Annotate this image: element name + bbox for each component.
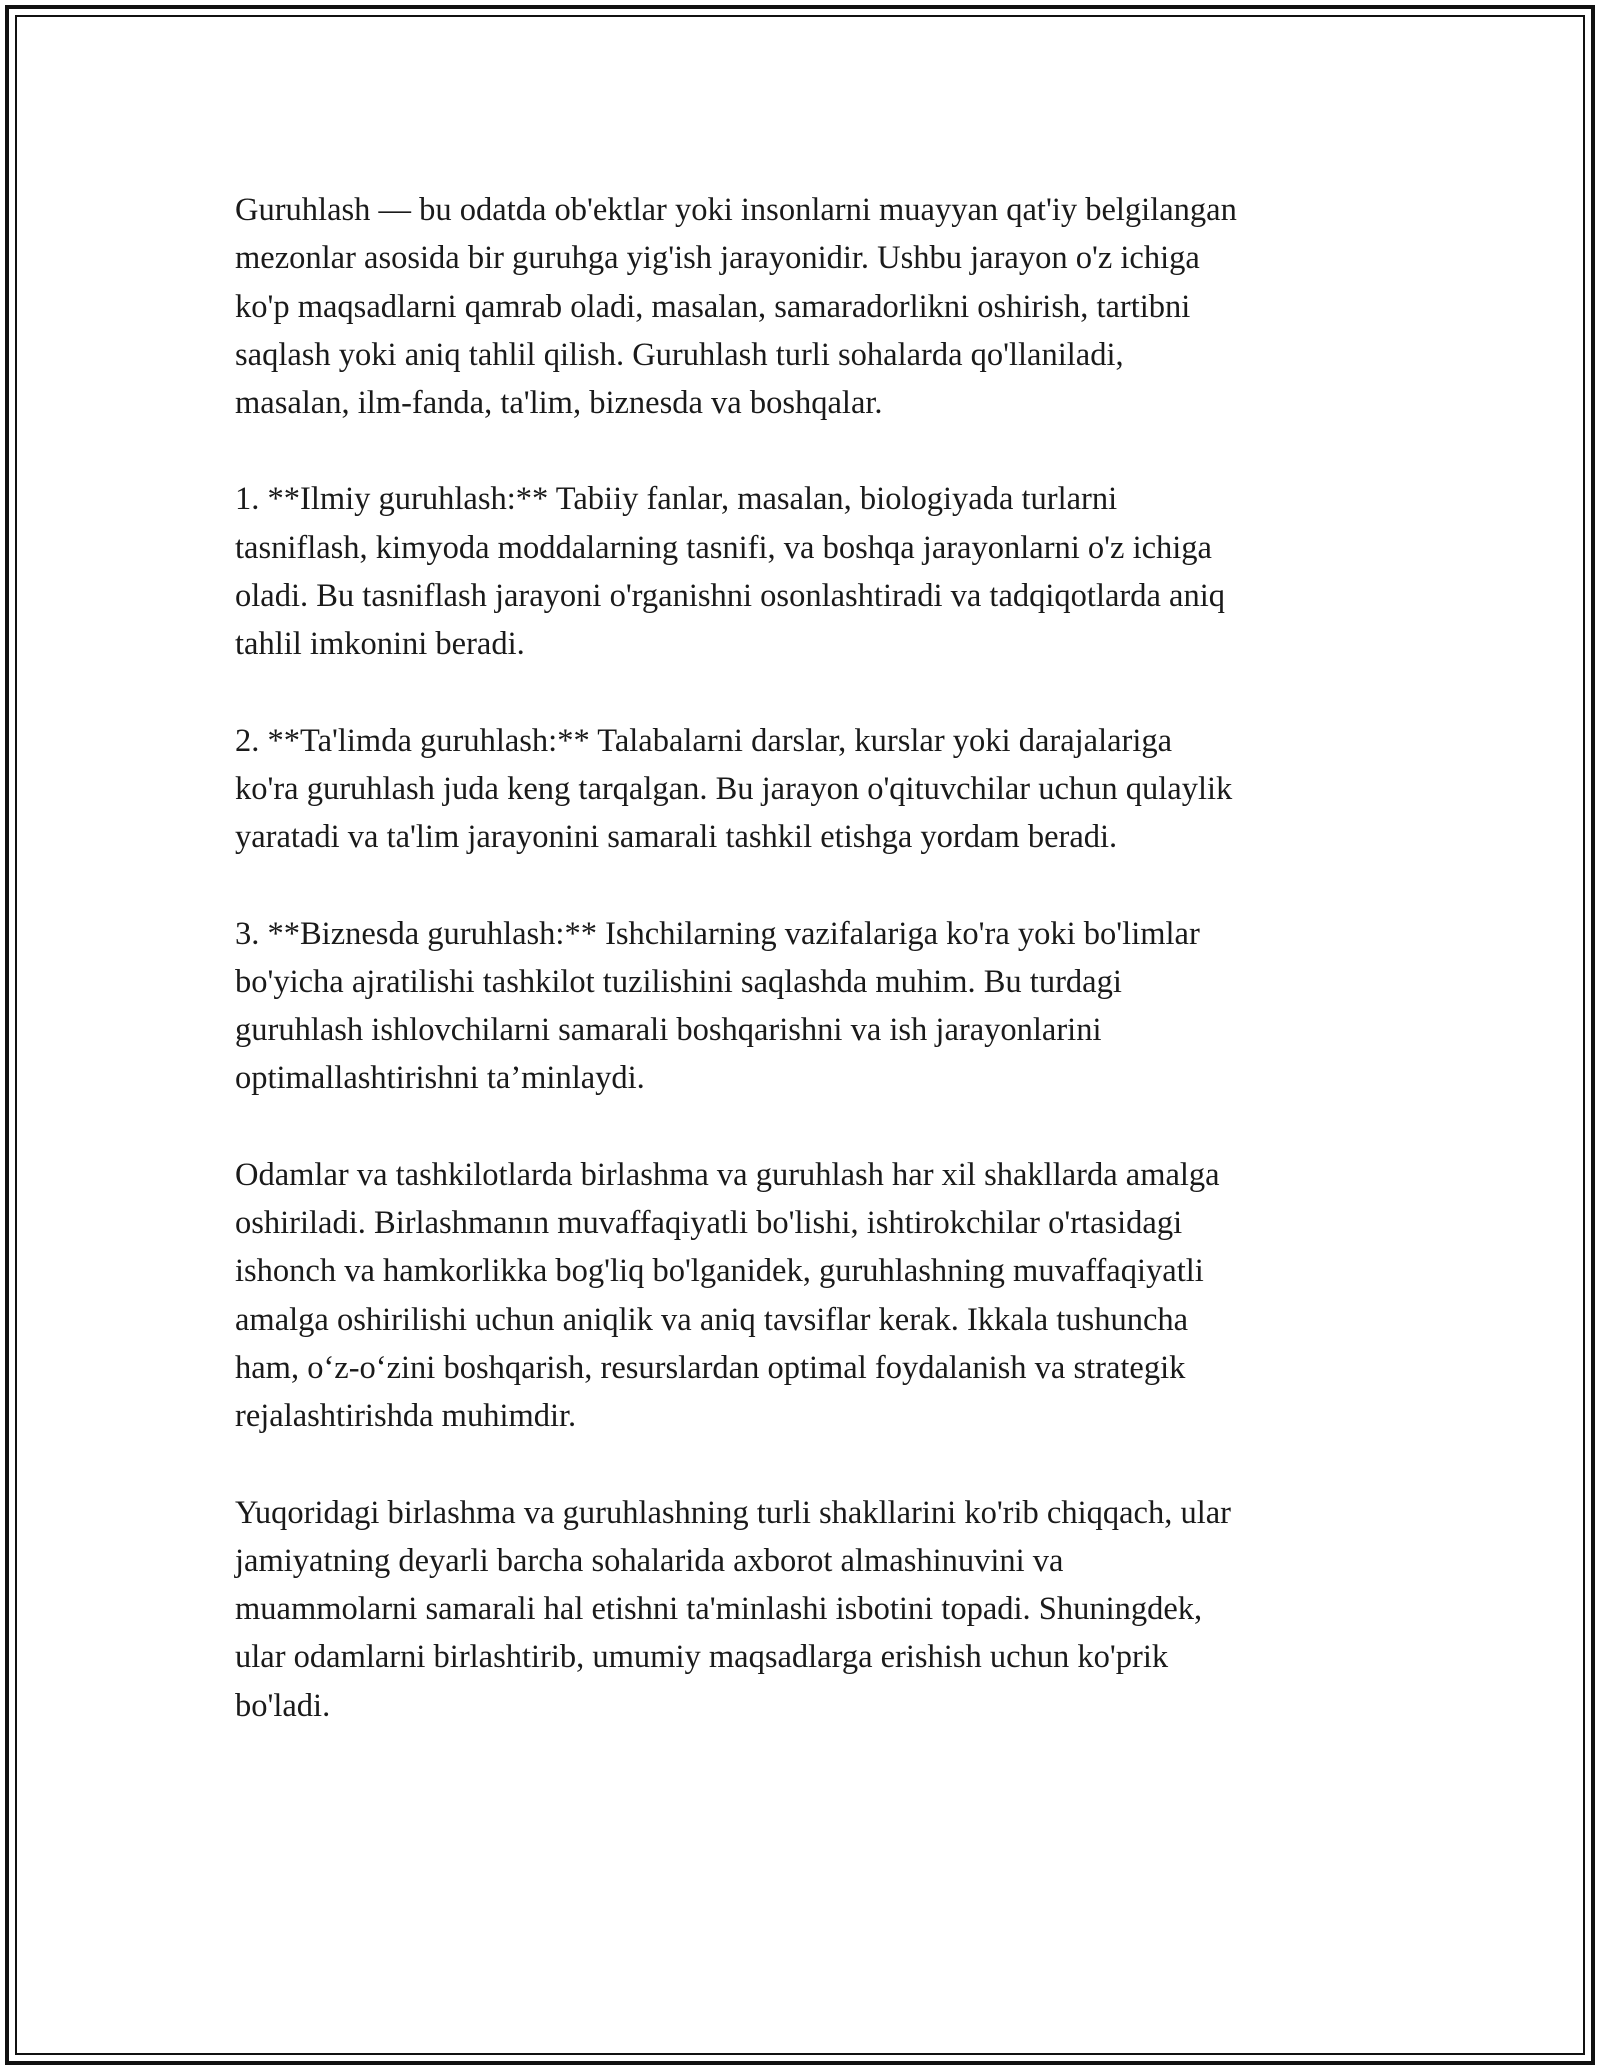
paragraph-scientific-grouping: 1. **Ilmiy guruhlash:** Tabiiy fanlar, masalan, biologiyada turlarni tasniflash, kimyoda moddalarning tasnifi, va boshqa jarayonlarni o'z ichiga oladi. Bu tasniflash jarayoni o'rganishni osonlashtiradi va tadqiqotlarda aniq tahlil imkonini beradi.: [235, 481, 1225, 663]
paragraph-education-grouping: 2. **Ta'limda guruhlash:** Talabalarni darslar, kurslar yoki darajalariga ko'ra guruhlash juda keng tarqalgan. Bu jarayon o'qituvchilar uchun qulaylik yaratadi va ta'lim jarayonini samarali tashkil etishga yordam beradi.: [235, 722, 1233, 856]
paragraph-organizations: Odamlar va tashkilotlarda birlashma va guruhlash har xil shakllarda amalga oshiriladi. Birlashmanın muvaffaqiyatli bo'lishi, ishtirokchilar o'rtasidagi ishonch va hamkorlikka bog'liq bo'lganidek, guruhlashning muvaffaqiyatli amalga oshirilishi uchun aniqlik va aniq tavsiflar kerak. Ikkala tushuncha ham, o‘z-o‘zini boshqarish, resurslardan optimal foydalanish va strategik rejalashtirishda muhimdir.: [235, 1156, 1220, 1435]
document-body: [235, 186, 1385, 1778]
paragraph-intro: Guruhlash — bu odatda ob'ektlar yoki insonlarni muayyan qat'iy belgilangan mezonlar asosida bir guruhga yig'ish jarayonidir. Ushbu jarayon o'z ichiga ko'p maqsadlarni qamrab oladi, masalan, samaradorlikni oshirish, tartibni saqlash yoki aniq tahlil qilish. Guruhlash turli sohalarda qo'llaniladi, masalan, ilm-fanda, ta'lim, biznesda va boshqalar.: [235, 192, 1237, 422]
paragraph-conclusion: Yuqoridagi birlashma va guruhlashning turli shakllarini ko'rib chiqqach, ular jamiyatning deyarli barcha sohalarida axborot almashinuvini va muammolarni samarali hal etishni ta'minlashi isbotini topadi. Shuningdek, ular odamlarni birlashtirib, umumiy maqsadlarga erishish uchun ko'prik bo'ladi.: [235, 1494, 1231, 1724]
paragraph-business-grouping: 3. **Biznesda guruhlash:** Ishchilarning vazifalariga ko'ra yoki bo'limlar bo'yicha ajratilishi tashkilot tuzilishini saqlashda muhim. Bu turdagi guruhlash ishlovchilarni samarali boshqarishni va ish jarayonlarini optimallashtirishni ta’minlaydi.: [235, 915, 1200, 1097]
